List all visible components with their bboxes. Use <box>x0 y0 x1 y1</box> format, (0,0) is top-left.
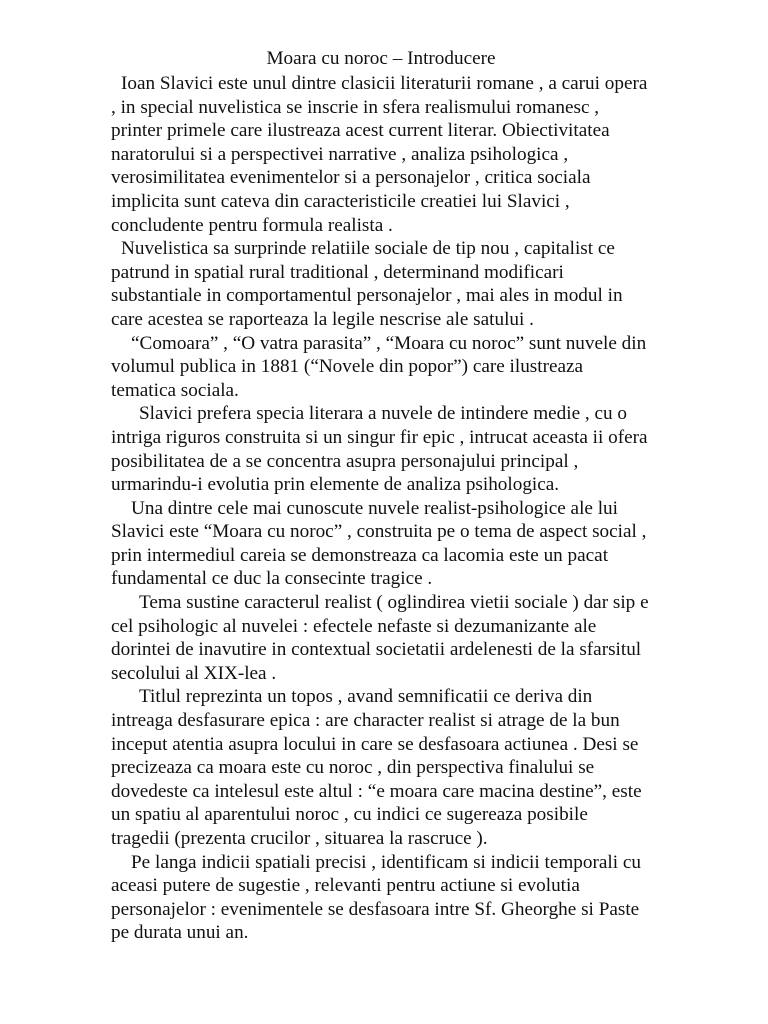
paragraph-4: Slavici prefera specia literara a nuvele de intindere medie , cu o intriga riguros construita si un singur fir epic , intrucat aceasta ii ofera posibilitatea de a se concentra asupra personajului principal , urmarindu-i evolutia prin elemente de analiza psihologica. <box>111 403 648 496</box>
document-page <box>111 46 651 945</box>
paragraph-3: “Comoara” , “O vatra parasita” , “Moara cu noroc” sunt nuvele din volumul publica in 1881 (“Novele din popor”) care ilustreaza tematica sociala. <box>111 332 647 401</box>
paragraph-6: Tema sustine caracterul realist ( oglindirea vietii sociale ) dar sip e cel psihologic al nuvelei : efectele nefaste si dezumanizante ale dorintei de inavutire in contextual societatii ardelenesti de la sfarsitul secolului al XIX-lea . <box>111 592 649 684</box>
document-title: Moara cu noroc – Introducere <box>266 48 496 69</box>
paragraph-2: Nuvelistica sa surprinde relatiile sociale de tip nou , capitalist ce patrund in spatial rural traditional , determinand modificari substantiale in comportamentul personajelor , mai ales in modul in care acestea se raporteaza la legile nescrise ale satului . <box>111 238 623 330</box>
paragraph-5: Una dintre cele mai cunoscute nuvele realist-psihologice ale lui Slavici este “Moara cu noroc” , construita pe o tema de aspect social , prin intermediul careia se demonstreaza ca lacomia este un pacat fundamental ce duc la consecinte tragice . <box>111 497 647 590</box>
paragraph-7: Titlul reprezinta un topos , avand semnificatii ce deriva din intreaga desfasurare epica : are character realist si atrage de la bun inceput atentia asupra locului in care se desfasoara actiunea . Desi se precizeaza ca moara este cu noroc , din perspectiva finalului se dovedeste ca intelesul este altul : “e moara care macina destine”, este un spatiu al aparentului noroc , cu indici ce sugereaza posibile tragedii (prezenta crucilor , situarea la rascruce ). <box>111 686 642 849</box>
paragraph-8: Pe langa indicii spatiali precisi , identificam si indicii temporali cu aceasi putere de sugestie , relevanti pentru actiune si evolutia personajelor : evenimentele se desfasoara intre Sf. Gheorghe si Paste pe durata unui an. <box>111 851 641 944</box>
paragraph-1: Ioan Slavici este unul dintre clasicii literaturii romane , a carui opera , in special nuvelistica se inscrie in sfera realismului romanesc , printer primele care ilustreaza acest current literar. Obiectivitatea naratorului si a perspectivei narrative , analiza psihologica , verosimilitatea evenimentelor si a personajelor , critica sociala implicita sunt cateva din caracteristicile creatiei lui Slavici , concludente pentru formula realista . <box>111 73 648 236</box>
